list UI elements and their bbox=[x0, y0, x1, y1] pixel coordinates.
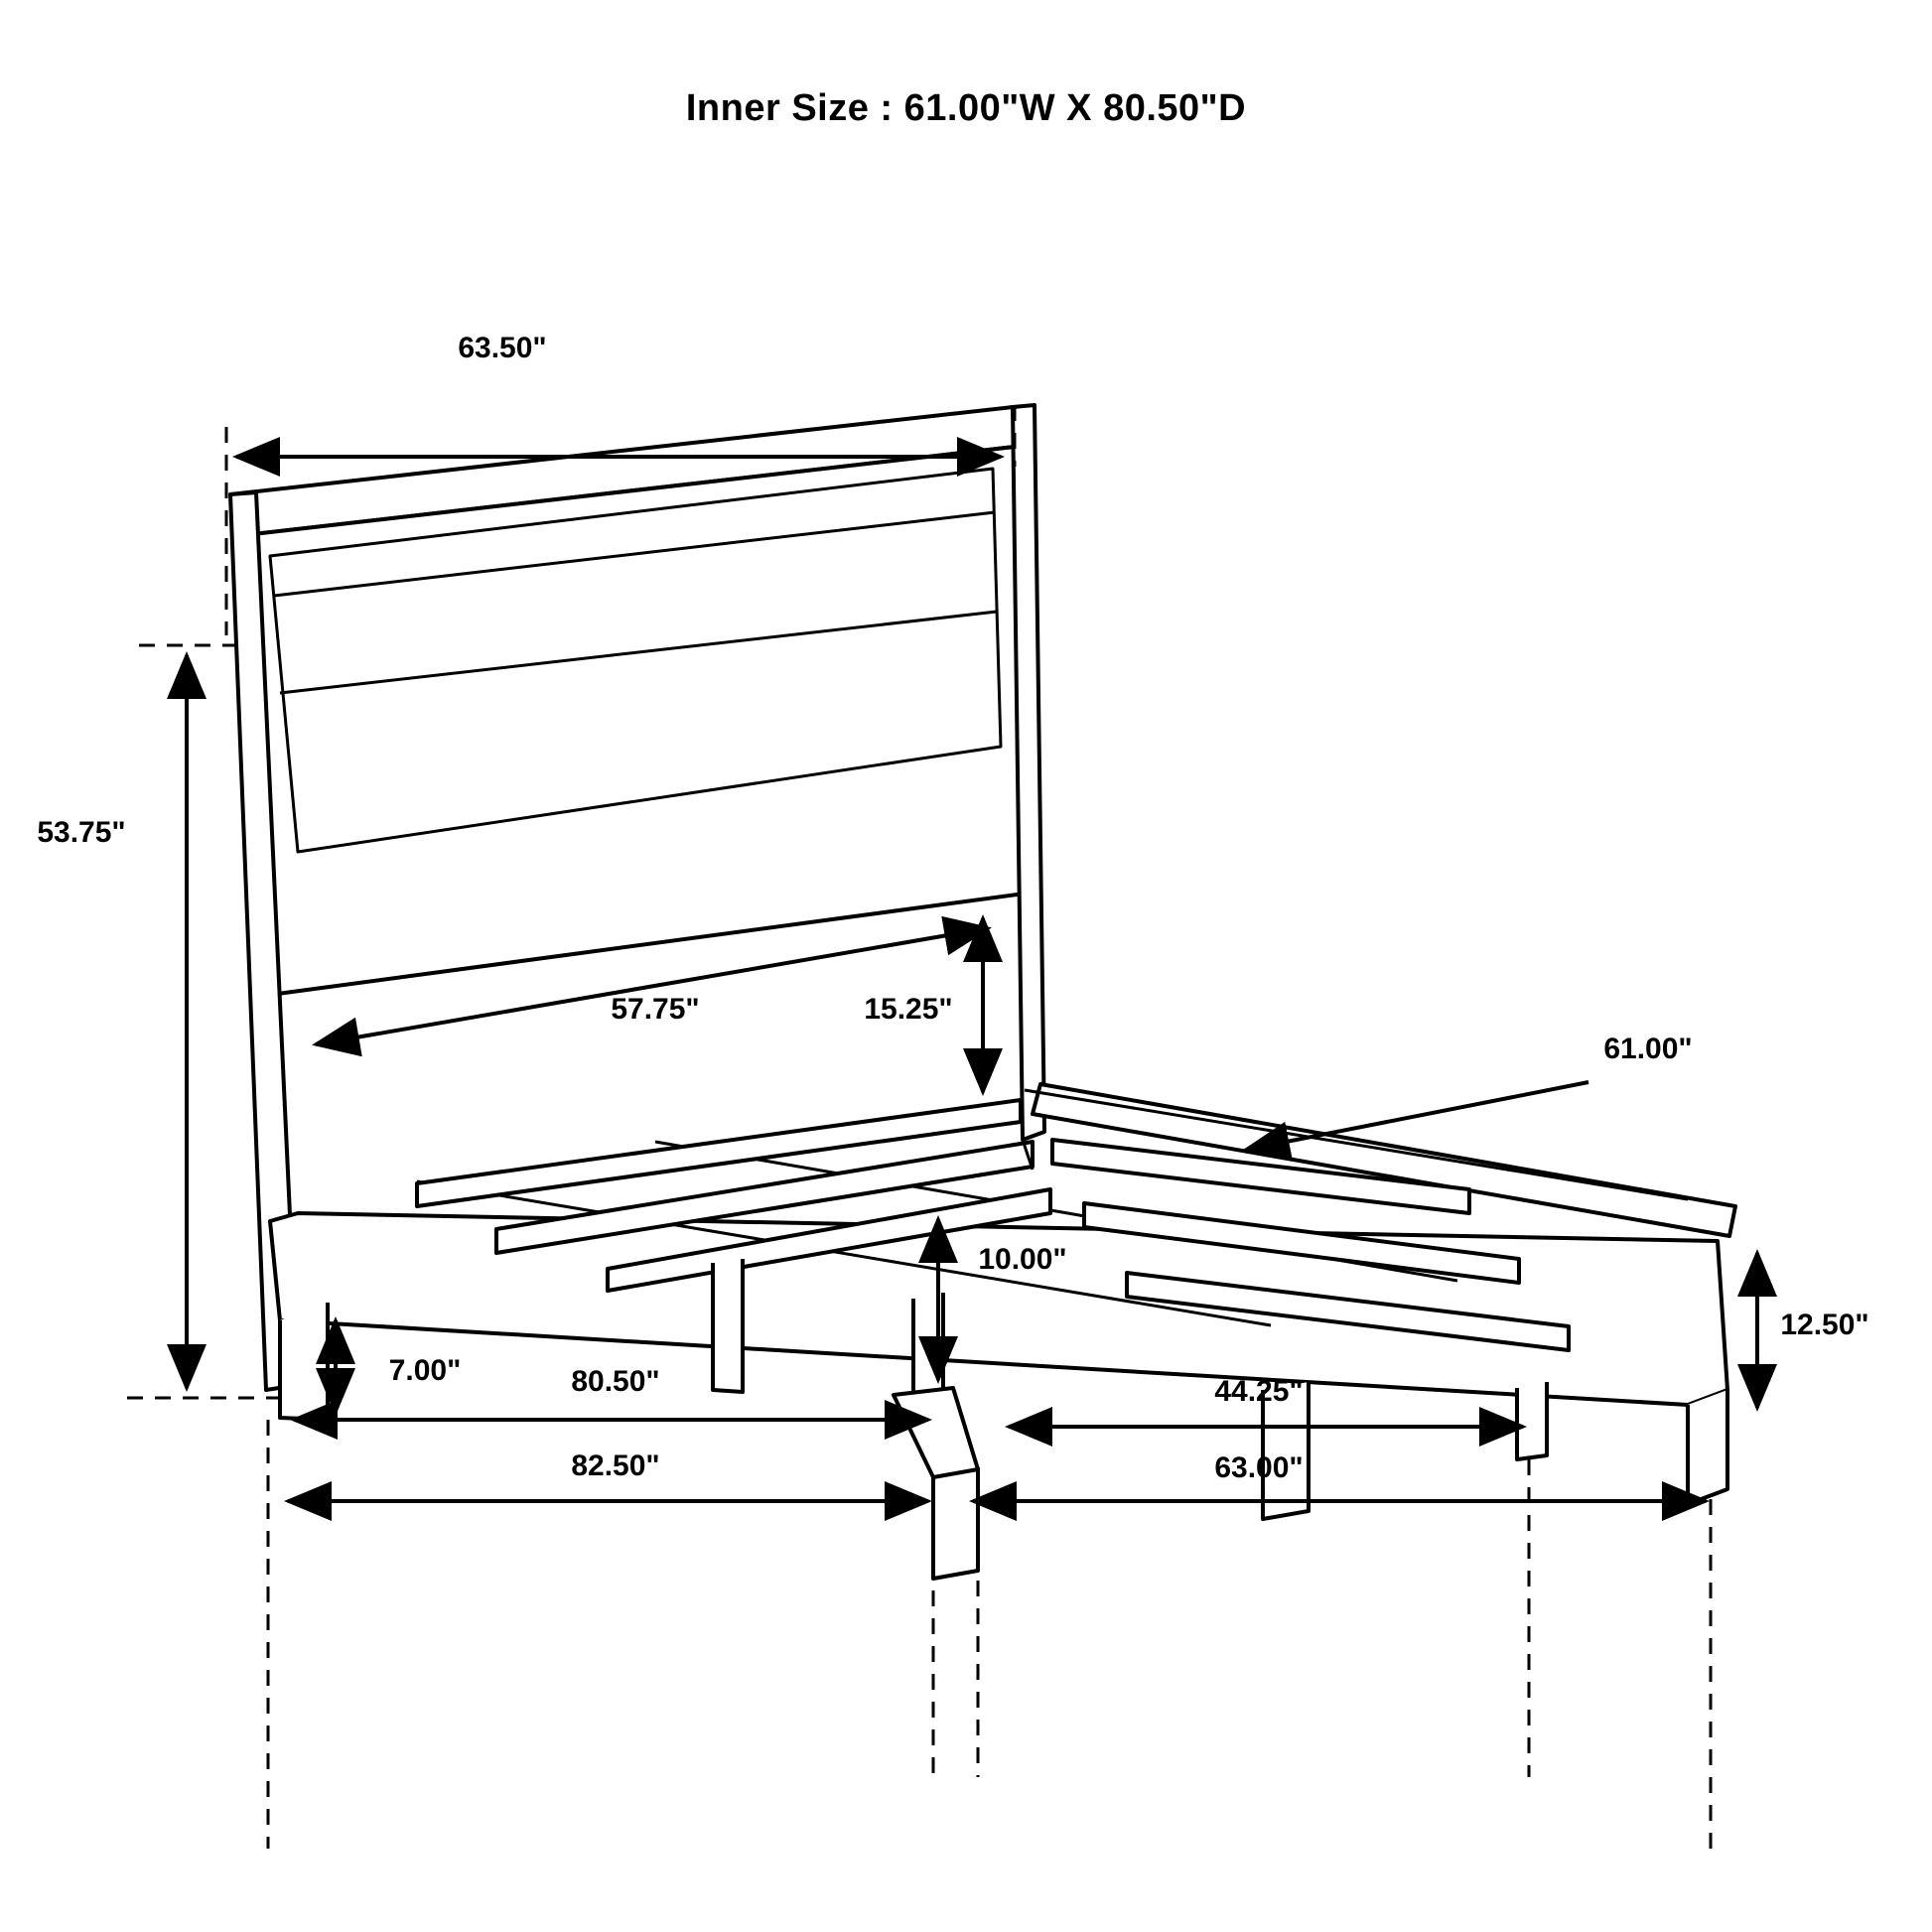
dim-label-side-rail-height: 12.50" bbox=[1780, 1309, 1869, 1341]
dim-label-leg-height: 7.00" bbox=[388, 1354, 462, 1387]
dim-label-overall-depth: 63.00" bbox=[1214, 1451, 1304, 1484]
dim-label-mattress-inner-width: 61.00" bbox=[1603, 1033, 1693, 1065]
dim-label-slat-clearance: 10.00" bbox=[978, 1243, 1067, 1276]
page-title: Inner Size : 61.00"W X 80.50"D bbox=[685, 87, 1247, 129]
dim-label-overall-width-top: 63.50" bbox=[458, 332, 547, 364]
dim-label-inner-length: 80.50" bbox=[571, 1365, 660, 1398]
dim-label-headboard-panel-width: 57.75" bbox=[611, 993, 700, 1026]
dim-label-headboard-height: 53.75" bbox=[37, 816, 126, 849]
dim-label-headboard-to-rail: 15.25" bbox=[864, 993, 953, 1026]
dim-label-footboard-depth: 44.25" bbox=[1214, 1375, 1304, 1408]
dim-label-overall-length: 82.50" bbox=[571, 1449, 660, 1482]
